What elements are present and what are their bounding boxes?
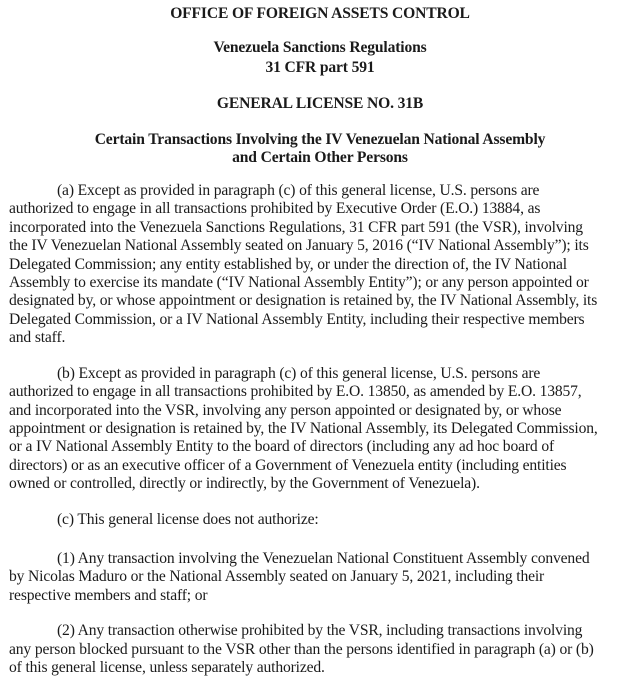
paragraph-line: (b) Except as provided in paragraph (c) of this general license, U.S. persons are	[57, 365, 541, 382]
paragraph-line: the IV Venezuelan National Assembly seated on January 5, 2016 (“IV National Assembly”); its	[9, 237, 589, 254]
license-subtitle-line: Certain Transactions Involving the IV Venezuelan National Assembly	[94, 131, 546, 148]
paragraph-line: (c) This general license does not authorize:	[57, 511, 319, 528]
paragraph-line: and incorporated into the VSR, involving any person appointed or designated by, or whose	[9, 401, 562, 419]
regulation-title: Venezuela Sanctions Regulations	[213, 39, 427, 56]
paragraph-line: of this general license, unless separately authorized.	[9, 659, 325, 676]
regulation-citation: 31 CFR part 591	[265, 59, 375, 76]
paragraph-line: authorized to engage in all transactions prohibited by Executive Order (E.O.) 13884, as	[9, 200, 541, 217]
paragraph-line: designated by, or whose appointment or designation is retained by, the IV National Assembly, its	[9, 292, 598, 309]
paragraph-line: (1) Any transaction involving the Venezuelan National Constituent Assembly convened	[57, 550, 590, 567]
paragraph-line: respective members and staff; or	[9, 586, 208, 604]
paragraph-line: Delegated Commission, or a IV National Assembly Entity, including their respective members	[9, 310, 585, 328]
agency-heading: OFFICE OF FOREIGN ASSETS CONTROL	[170, 5, 470, 22]
paragraph-line: (a) Except as provided in paragraph (c) of this general license, U.S. persons are	[57, 182, 540, 199]
paragraph-line: and staff.	[9, 329, 66, 346]
paragraph-line: owned or controlled, directly or indirectly, by the Government of Venezuela).	[9, 475, 480, 492]
paragraph-line: directors) or as an executive officer of a Government of Venezuela entity (including entities	[9, 456, 567, 474]
paragraph-line: Delegated Commission; any entity established by, or under the direction of, the IV National	[9, 255, 567, 273]
license-number-heading: GENERAL LICENSE NO. 31B	[216, 95, 424, 112]
paragraph-line: authorized to engage in all transactions prohibited by E.O. 13850, as amended by E.O. 13857,	[9, 383, 582, 400]
paragraph-line: or a IV National Assembly Entity to the board of directors (including any ad hoc board of	[9, 438, 555, 455]
paragraph-line: by Nicolas Maduro or the National Assembly seated on January 5, 2021, including their	[9, 568, 545, 585]
paragraph-line: (2) Any transaction otherwise prohibited by the VSR, including transactions involving	[57, 622, 583, 639]
paragraph-line: any person blocked pursuant to the VSR other than the persons identified in paragraph (a) or (b)	[9, 641, 594, 658]
paragraph-line: appointment or designation is retained by, the IV National Assembly, its Delegated Commission,	[9, 420, 598, 437]
license-subtitle-line: and Certain Other Persons	[232, 149, 408, 166]
paragraph-line: Assembly to exercise its mandate (“IV National Assembly Entity”); or any person appointed or	[9, 274, 589, 291]
paragraph-line: incorporated into the Venezuela Sanctions Regulations, 31 CFR part 591 (the VSR), involving	[9, 218, 583, 236]
